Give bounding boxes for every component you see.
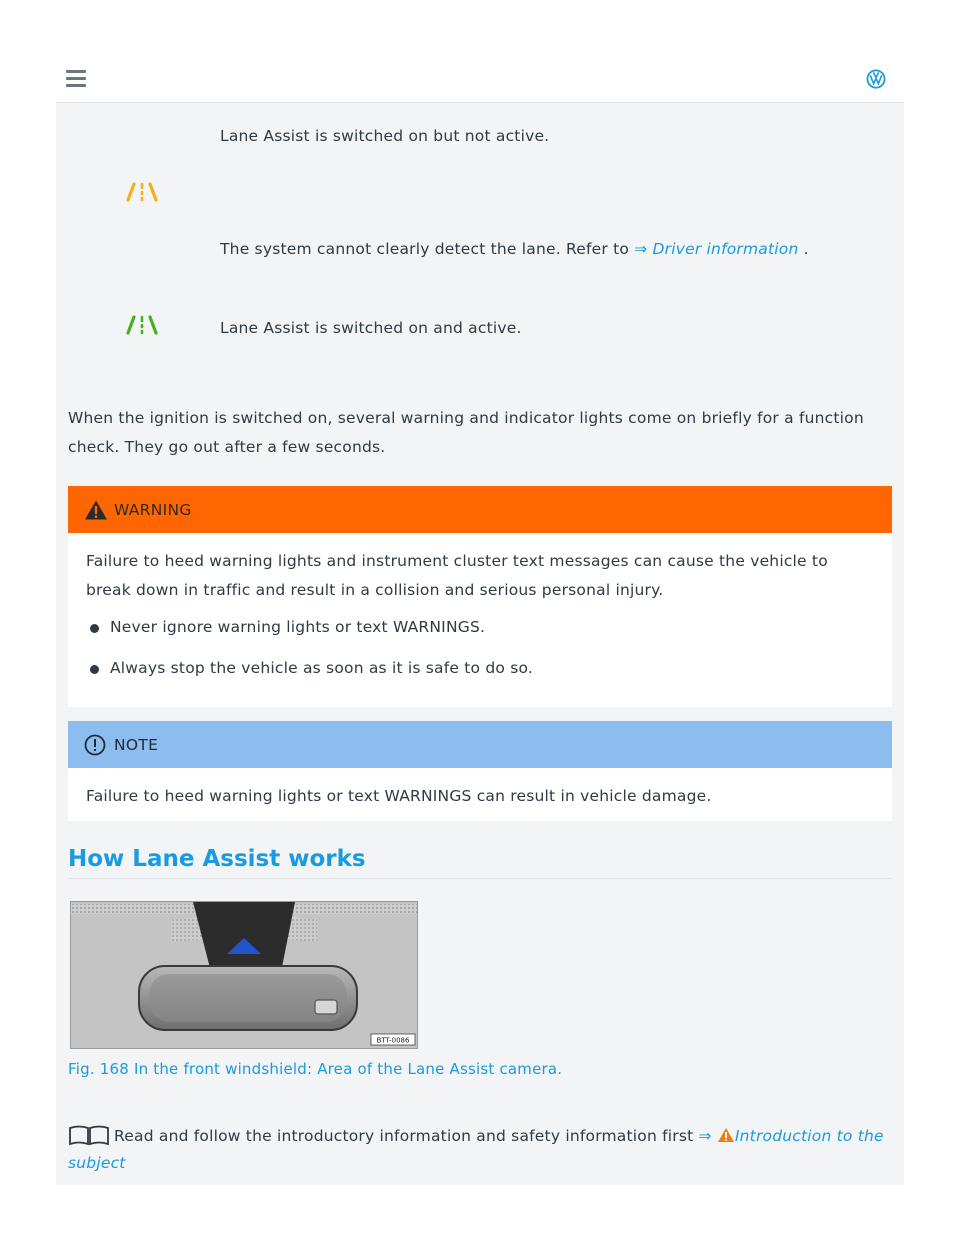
- warning-header: [68, 486, 892, 533]
- read-first-arrow: ⇒: [698, 1127, 712, 1145]
- camera-illustration: [71, 902, 417, 1048]
- section-heading: How Lane Assist works: [68, 846, 892, 879]
- introduction-link[interactable]: Introduction to the subject: [68, 1127, 884, 1172]
- top-bar: [56, 52, 904, 103]
- warning-title: WARNING: [114, 501, 192, 519]
- lane-assist-camera-figure: [70, 901, 418, 1049]
- note-title: NOTE: [114, 736, 159, 754]
- warning-triangle-icon: [84, 499, 108, 521]
- note-box: [68, 721, 892, 821]
- figure-caption: Fig. 168 In the front windshield: Area of the Lane Assist camera.: [68, 1060, 563, 1078]
- open-book-icon: [68, 1124, 110, 1146]
- exclamation-circle-icon: [84, 734, 106, 756]
- driver-information-link[interactable]: ⇒ Driver information: [634, 240, 799, 258]
- read-first-notice: [68, 1123, 896, 1177]
- warning-triangle-small-icon: [717, 1127, 735, 1143]
- lane-assist-yellow-icon: [122, 181, 162, 203]
- vw-logo-icon[interactable]: [866, 69, 886, 89]
- lane-assist-green-icon: [122, 314, 162, 336]
- read-first-text: Read and follow the introductory information and safety information first: [114, 1127, 694, 1145]
- intro-paragraph: When the ignition is switched on, several warning and indicator lights come on briefly for a function check. They go out after a few seconds.: [68, 409, 864, 456]
- list-item: Never ignore warning lights or text WARNINGS.: [86, 613, 874, 642]
- indicator-text: Lane Assist is switched on but not active.: [220, 127, 550, 145]
- warning-list: [86, 613, 874, 683]
- indicator-text: Lane Assist is switched on and active.: [220, 319, 522, 337]
- indicator-text: The system cannot clearly detect the lane. Refer to: [220, 240, 630, 258]
- warning-box: [68, 486, 892, 707]
- note-body: Failure to heed warning lights or text WARNINGS can result in vehicle damage.: [86, 787, 712, 805]
- content-area: [56, 103, 904, 1185]
- indicator-suffix: .: [803, 240, 809, 258]
- figure-label: BTT-0086: [376, 1036, 410, 1045]
- list-item: Always stop the vehicle as soon as it is safe to do so.: [86, 654, 874, 683]
- note-header: [68, 721, 892, 768]
- warning-body: [68, 533, 892, 707]
- menu-icon[interactable]: [66, 70, 86, 88]
- warning-text: Failure to heed warning lights and instrument cluster text messages can cause the vehicle to break down in traffic and result in a collision and serious personal injury.: [86, 552, 828, 599]
